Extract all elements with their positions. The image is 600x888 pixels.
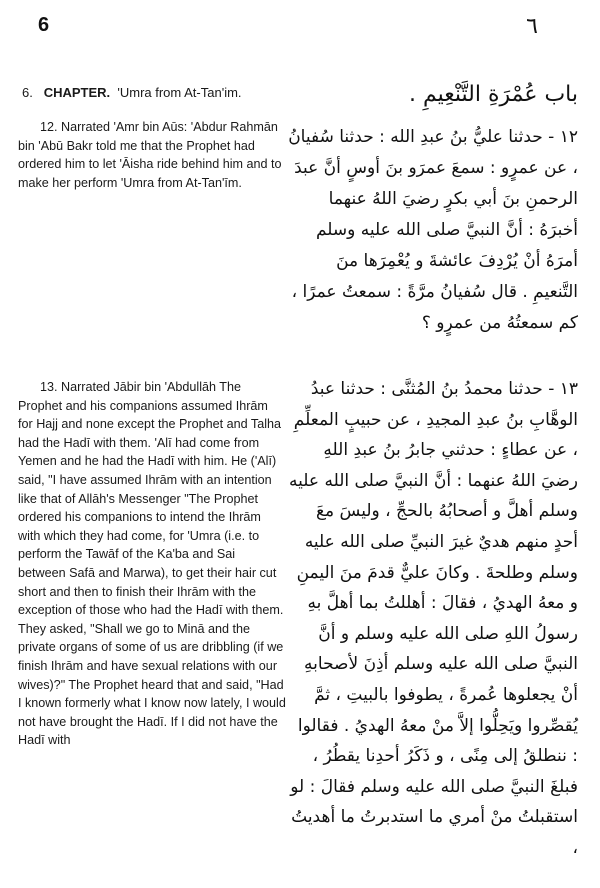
page-number-left: 6 [38, 14, 50, 36]
hadith-12-arabic-text: ١٢ - حدثنا عليُّ بنُ عبدِ الله : حدثنا سُفيانُ ، عن عمرٍو : سمعَ عمرَو بنَ أوسٍ أنَّ عبدَ الرحمنِ بنَ أبي بكرٍ رضيَ اللهُ عنهما أخبرَهُ : أنَّ النبيَّ صلى الله عليه وسلم أمرَهُ أنْ يُرْدِفَ عائشةَ و يُعْمِرَها منَ التَّنعيمِ . قال سُفيانُ مرَّةً : سمعتُ عمرًا ، كم سمعتُهُ من عمرٍو ؟ [288, 127, 578, 333]
hadith-13-arabic-text: ١٣ - حدثنا محمدُ بنُ المُثنَّى : حدثنا عبدُ الوهَّابِ بنُ عبدِ المجيدِ ، عن حبيبٍ المعلِّمِ ، عن عطاءٍ : حدثني جابرُ بنُ عبدِ اللهِ رضيَ اللهُ عنهما : أنَّ النبيَّ صلى الله عليه وسلم أهلَّ و أصحابُهُ بالحجِّ ، وليسَ معَ أحدٍ منهم هديٌ غيرَ النبيِّ صلى الله عليه وسلم وطلحةَ . وكانَ عليٌّ قدمَ منَ اليمنِ و معهُ الهديُ ، فقالَ : أهللتُ بما أهلَّ بهِ رسولُ اللهِ صلى الله عليه وسلم و أنَّ النبيَّ صلى الله عليه وسلم أذِنَ لأصحابهِ أنْ يجعلوها عُمرةً ، يطوفوا بالبيتِ ، ثمَّ يُقصِّروا ويَحِلُّوا إلاَّ منْ معهُ الهديُ . فقالوا : ننطلقُ إلى مِنًى ، و ذَكَرُ أحدِنا يقطُرُ ، فبلغَ النبيَّ صلى الله عليه وسلم فقالَ : لو استقبلتُ منْ أمري ما استدبرتُ ما أهديتُ ، [289, 379, 578, 858]
hadith-13-arabic [288, 374, 578, 864]
hadith-12-arabic [288, 122, 578, 339]
chapter-heading-english [22, 84, 290, 103]
chapter-title: 'Umra from At-Tan'im. [117, 85, 242, 100]
page-number-right: ٦ [526, 14, 538, 39]
chapter-label: CHAPTER. [43, 85, 111, 100]
hadith-12-english [18, 118, 286, 192]
hadith-12-english-text: 12. Narrated 'Amr bin Aūs: 'Abdur Rahmān bin 'Abū Bakr told me that the Prophet had ordered him to let 'Āisha ride behind him and to make her perform 'Umra from At-Tan'īm. [18, 120, 282, 190]
chapter-number: 6. [22, 85, 33, 100]
hadith-13-english [18, 378, 286, 750]
chapter-heading-arabic: باب عُمْرَةِ التَّنْعِيمِ . [408, 82, 578, 107]
hadith-13-english-text: 13. Narrated Jābir bin 'Abdullāh The Prophet and his companions assumed Ihrām for Hajj and none except the Prophet and Talha had the Hadī with them. 'Alī had come from Yemen and he had the Hadī with him. He ('Alī) said, "I have assumed Ihrām with an intention like that of Allāh's Messenger "The Prophet ordered his companions to intend the Ihrām with which they had come, for 'Umra (i.e. to perform the Tawāf of the Ka'ba and Sai between Safā and Marwa), to get their hair cut short and then to finish their Ihrām with the exception of those who had the Hadī with them. They asked, "Shall we go to Minā and the private organs of some of us are dribbling (if we finish Ihrām and have sexual relations with our wives)?" The Prophet heard that and said, "Had I known formerly what I know now lately, I would not have brought the Hadī. If I did not have the Hadī with [18, 380, 286, 748]
